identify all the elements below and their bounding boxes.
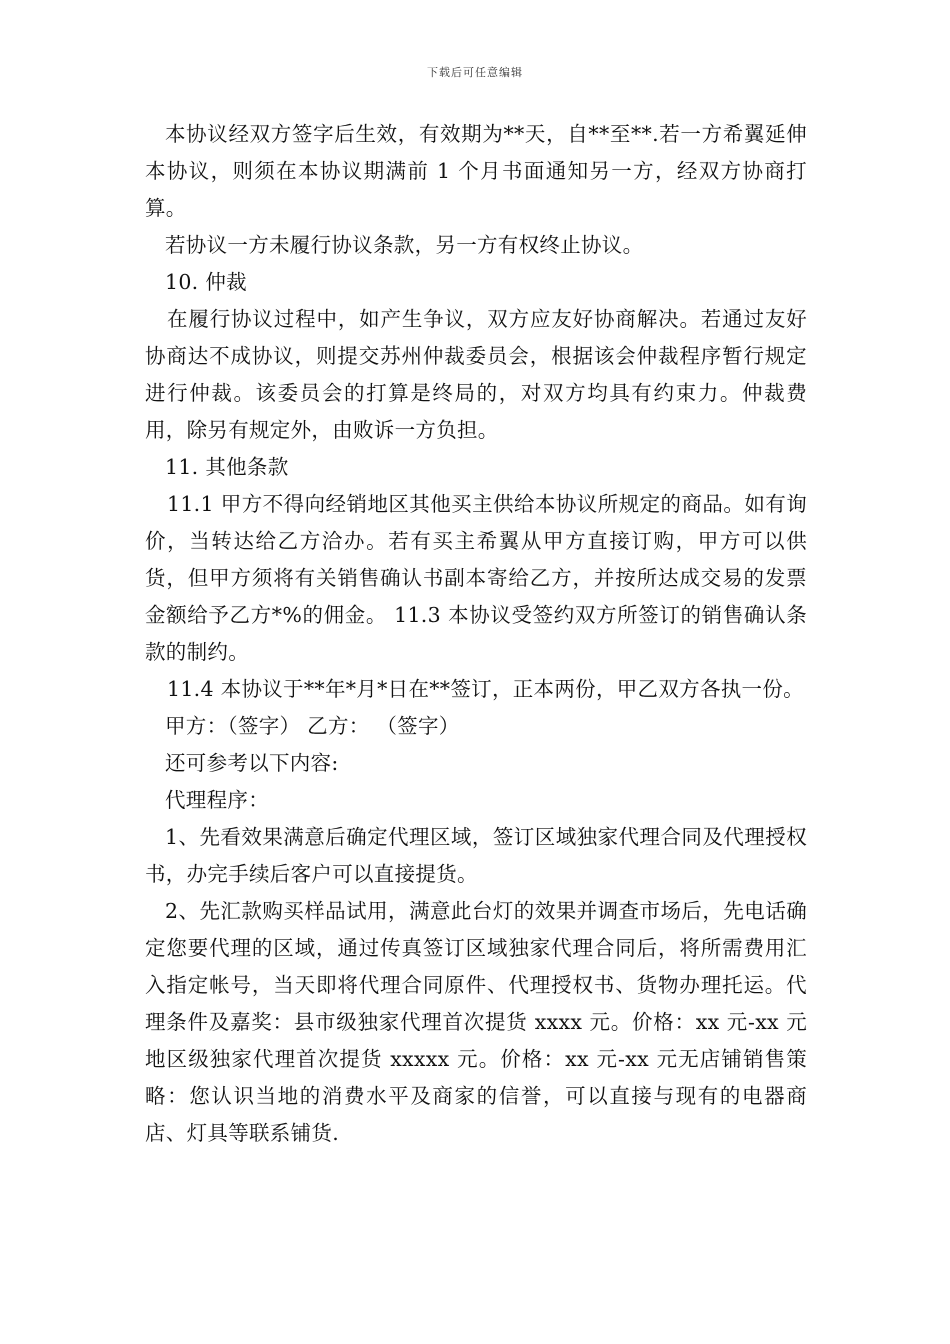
section-heading-agency-procedure: 代理程序： xyxy=(165,788,269,812)
paragraph-procedure-step-1: 1、先看效果满意后确定代理区域，签订区域独家代理合同及代理授权书，办完手续后客户可以直接提货。 xyxy=(145,825,807,886)
document-body xyxy=(145,116,807,1152)
paragraph-clause-11-1: 11.1 甲方不得向经销地区其他买主供给本协议所规定的商品。如有询价，当转达给乙方洽办。若有买主希翼从甲方直接订购，甲方可以供货，但甲方须将有关销售确认书副本寄给乙方，并按所达成交易的发票金额给予乙方*%的佣金。 11.3 本协议受签约双方所签订的销售确认条款的制约。 xyxy=(145,492,807,664)
paragraph-procedure-step-2: 2、先汇款购买样品试用，满意此台灯的效果并调查市场后，先电话确定您要代理的区域，通过传真签订区域独家代理合同后，将所需费用汇入指定帐号，当天即将代理合同原件、代理授权书、货物办理托运。代理条件及嘉奖：县市级独家代理首次提货 xxxx 元。价格：xx 元-xx 元地区级独家代理首次提货 xxxxx 元。价格：xx 元-xx 元无店铺销售策略：您认识当地的消费水平及商家的信誉，可以直接与现有的电器商店、灯具等联系铺货. xyxy=(145,899,807,1145)
paragraph-termination: 若协议一方未履行协议条款，另一方有权终止协议。 xyxy=(165,233,644,257)
paragraph-reference-intro: 还可参考以下内容: xyxy=(165,751,339,775)
section-heading-arbitration: 10. 仲裁 xyxy=(165,270,247,294)
paragraph-arbitration: 在履行协议过程中，如产生争议，双方应友好协商解决。若通过友好协商达不成协议，则提交苏州仲裁委员会，根据该会仲裁程序暂行规定进行仲裁。该委员会的打算是终局的，对双方均具有约束力。仲裁费用，除另有规定外，由败诉一方负担。 xyxy=(145,307,807,442)
signature-line: 甲方：（签字） 乙方： （签字） xyxy=(165,714,460,738)
section-heading-other-terms: 11. 其他条款 xyxy=(165,455,289,479)
paragraph-validity: 本协议经双方签字后生效，有效期为**天，自**至**.若一方希翼延伸本协议，则须在本协议期满前 1 个月书面通知另一方，经双方协商打算。 xyxy=(145,122,807,220)
page-header-note: 下载后可任意编辑 xyxy=(427,66,523,79)
paragraph-clause-11-4: 11.4 本协议于**年*月*日在**签订，正本两份，甲乙双方各执一份。 xyxy=(167,677,804,701)
